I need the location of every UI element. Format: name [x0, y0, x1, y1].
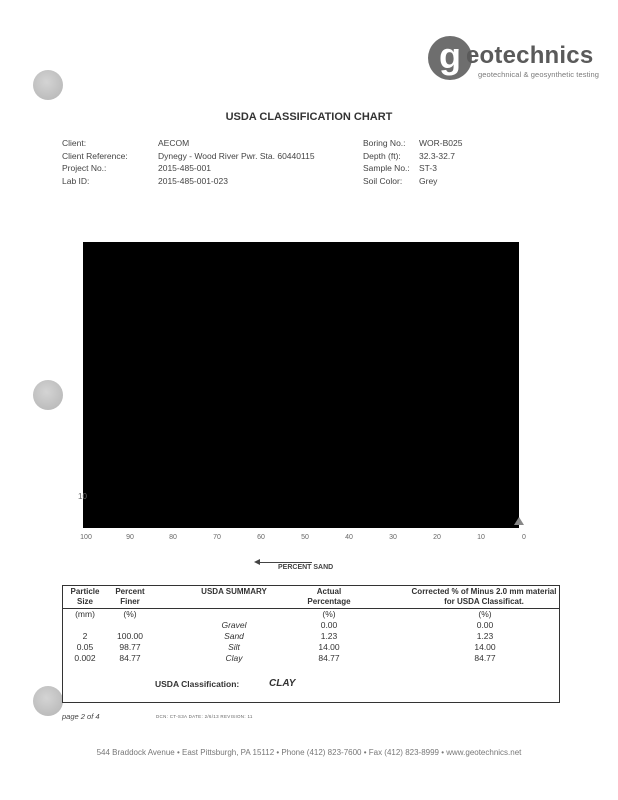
logo-tagline: geotechnical & geosynthetic testing — [478, 70, 600, 79]
logo-word: eotechnics — [466, 42, 594, 69]
header-usda-summary: USDA SUMMARY — [201, 587, 267, 596]
binder-hole-top — [33, 70, 63, 100]
info-value: 2015-485-001-023 — [158, 175, 228, 186]
info-value: AECOM — [158, 138, 190, 148]
classification-label: USDA Classification: — [155, 679, 240, 689]
cell-corrected: 84.77 — [474, 653, 496, 663]
cell-corrected: 1.23 — [476, 631, 494, 641]
unit-actual: (%) — [322, 609, 336, 619]
x-tick-label: 60 — [257, 534, 265, 541]
info-label: Boring No.: — [363, 138, 406, 148]
cell-finer: 98.77 — [119, 642, 141, 652]
info-value: WOR-B025 — [419, 138, 463, 148]
header-percent-finer: Percent Finer — [115, 587, 145, 606]
unit-finer: (%) — [123, 609, 137, 619]
x-tick-label: 0 — [522, 534, 526, 541]
logo-letter: g — [428, 36, 472, 80]
cell-fraction-name: Silt — [228, 642, 240, 652]
page-number: page 2 of 4 — [62, 712, 100, 721]
info-label: Client Reference: — [62, 150, 128, 161]
info-right-labels — [363, 137, 410, 187]
x-tick-label: 90 — [126, 534, 134, 541]
x-tick-label: 70 — [213, 534, 221, 541]
info-right-values — [419, 137, 462, 187]
header-corrected-percent: Corrected % of Minus 2.0 mm material for USDA Classificat. — [411, 587, 557, 606]
x-tick-label: 50 — [301, 534, 309, 541]
info-label: Project No.: — [62, 163, 107, 173]
document-code: DCN: CT-S3A DATE: 2/6/13 REVISION: 11 — [156, 714, 253, 719]
cell-size: 0.05 — [76, 642, 94, 652]
page-title: USDA CLASSIFICATION CHART — [225, 111, 393, 123]
cell-size: 0.002 — [74, 653, 96, 663]
x-axis-label: PERCENT SAND — [278, 564, 334, 571]
header-particle-size: Particle Size — [70, 587, 100, 606]
cell-fraction-name: Sand — [224, 631, 244, 641]
info-left-labels — [62, 137, 128, 187]
left-arrow-icon — [256, 562, 312, 563]
info-left-values — [158, 137, 315, 187]
footer-contact: 544 Braddock Avenue • East Pittsburgh, PA 15112 • Phone (412) 823-7600 • Fax (412) 823-8999 • www.geotechnics.net — [96, 748, 522, 757]
cell-finer: 84.77 — [119, 653, 141, 663]
cell-finer: 100.00 — [117, 631, 143, 641]
info-label: Soil Color: — [363, 175, 403, 186]
cell-corrected: 14.00 — [474, 642, 496, 652]
cell-fraction-name: Gravel — [221, 620, 247, 630]
unit-size: (mm) — [75, 609, 95, 619]
info-label: Depth (ft): — [363, 150, 401, 161]
partial-axis-tick: 10 — [78, 492, 87, 501]
x-tick-label: 10 — [477, 534, 485, 541]
header-actual-percentage: Actual Percentage — [307, 587, 351, 606]
triangle-corner-icon — [514, 517, 524, 525]
info-value: Grey — [419, 175, 438, 186]
x-tick-label: 30 — [389, 534, 397, 541]
cell-actual: 0.00 — [320, 620, 338, 630]
info-label: Lab ID: — [62, 175, 90, 186]
company-logo — [428, 35, 600, 92]
classification-value: CLAY — [269, 678, 296, 689]
binder-hole-middle — [33, 380, 63, 410]
cell-corrected: 0.00 — [476, 620, 494, 630]
info-value: ST-3 — [419, 163, 437, 173]
x-tick-label: 80 — [169, 534, 177, 541]
binder-hole-bottom — [33, 686, 63, 716]
x-tick-label: 100 — [80, 534, 92, 541]
info-label: Client: — [62, 138, 87, 148]
cell-size: 2 — [82, 631, 88, 641]
info-value: Dynegy - Wood River Pwr. Sta. 60440115 — [158, 150, 315, 161]
cell-fraction-name: Clay — [225, 653, 243, 663]
cell-actual: 14.00 — [318, 642, 340, 652]
info-value: 32.3-32.7 — [419, 150, 455, 161]
info-value: 2015-485-001 — [158, 163, 211, 173]
x-tick-label: 40 — [345, 534, 353, 541]
x-tick-label: 20 — [433, 534, 441, 541]
info-label: Sample No.: — [363, 163, 410, 173]
unit-corrected: (%) — [478, 609, 492, 619]
cell-actual: 84.77 — [318, 653, 340, 663]
usda-summary-table — [62, 585, 560, 703]
cell-actual: 1.23 — [320, 631, 338, 641]
classification-chart-area — [83, 242, 519, 528]
